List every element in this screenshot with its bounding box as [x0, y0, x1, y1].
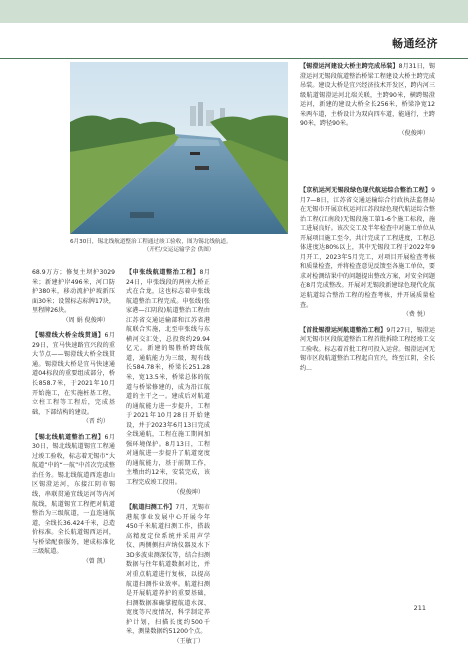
article-title: 【首批锡澄运河航道整治工程】 [300, 326, 387, 334]
article-body: 7月，无锡市港航事业发展中心开展今年450千米航道扫测工作，搭载高精度定位系统并采用声学仪、两侧侧扫声纳仪器及水下3D多波束测深仪等，结合扫测数据与往年航道数据对比，并对重点航道进行复核，以提高航道扫测作业效率。航道扫测是开展航道养护的重要基础，扫测数据准确掌握航道水深、宽度等尺度情况，科学制定养护计划，扫描长度约500千米，测量数据约51200个点。 [126, 504, 211, 636]
caption-line1: 6月30日，锡北线航道整治工程通过竣工验收，图为锡北线航道。 [70, 239, 232, 245]
article-title: 【锡澄运河建设大桥主跨完成吊装】 [300, 63, 399, 70]
article-author: （周 娟 倪俊坤） [62, 316, 109, 324]
column-2 [126, 268, 211, 645]
article-title: 【京杭运河无锡段绿色现代航运综合整治工程】 [300, 187, 432, 194]
header-rule [0, 58, 468, 59]
article-title: 【锡澄线大桥全线贯通】 [32, 332, 105, 340]
article-body: 6月29日，宜马快速路宜兴段的重大节点——锡澄线大桥全线贯通。锡澄线大桥是宜马快速通道04标段的重要组成部分，桥长858.7米，于2021年10月开始施工，在实施桩基工程，立柱工程等工程后，完成基础，下部结构的建设。 [32, 332, 116, 416]
column-4 [300, 186, 435, 379]
column-3 [300, 62, 435, 144]
article-item [300, 326, 435, 374]
article-item [32, 433, 115, 567]
article-title: 【申张线航道整治工程】 [126, 269, 200, 276]
article-author: （晋 约） [82, 418, 109, 426]
article-body: 9月7—8日，江苏省交通运输综合行政执法监督局在无锡市开展京杭运河江苏段绿色现代航运综合整治工程(江南段)无锡段施工第1-6个施工标段，施工进展良好。该次交工及半年检查中对施工单位从开展项目施工至今，共计完成了工程进度，工程总体进度达80%以上，其中无锡段工程于2022年9月开工，2023年5月完工，对项目开展检查考核和质量检查，并将检查意见反馈至各施工单位，要求对检测结果中的问题提出整改方案，对安全问题在8月完成整改。开展对无锡段新建绿色现代化航运航道综合整治工程的检查考核，并开展质量检查。 [300, 187, 435, 309]
article-fragment [32, 268, 115, 325]
article-item [126, 268, 210, 497]
header-band [0, 0, 468, 23]
article-author: （倪俊坤） [173, 488, 204, 496]
article-title: 【航道扫测工作】 [126, 504, 176, 512]
caption-line2: （开栏/交运运输学会 供图） [143, 247, 215, 254]
photo-caption [70, 238, 288, 255]
article-body: 68.9万方；修复主坝护3029米；新建护岸496米，河口防护380米，移动流护护坡新压面30米；设置标志标牌17块，里程牌26块。 [32, 269, 115, 315]
article-body: 6月30日，锡北线航道锡宜工程通过竣工验收，标志着无锡市“大航道”中的“一航”中首次完成整治任务。锡北线航道西连惠山区锡澄运河，东接江阴市锡线，串联贯通宜线运河等内河航线，航道锡宜工程把对航道整治为三级航道，一直连通航道，全线长36.424千米，总造价标准。全长航道锡西运河，与桥梁配套服务，建成标准化三级航道。 [32, 433, 116, 556]
article-author: （费 悦） [402, 311, 429, 319]
page-number: 211 [413, 604, 426, 612]
column-1 [32, 268, 115, 572]
article-item [300, 62, 435, 138]
article-item [300, 186, 435, 320]
article-item [32, 331, 115, 426]
article-body: 8月24日，申张线段的两座大桥正式在合龙，这也标志着申张线航道整治工程完成。申张线(张家港—江阴段)航道整治工程由江苏省交通运输部和江苏省港航联合实施，北至申张线与东横河交汇处，总投资约29.94亿元。新建的锡胜桥跨线航道，通航能力为三级，现有线长584.78米，桥梁长251.28米，宽13.5米，桥梁总体的航道与桥梁修建的，成为沿江航道的主干之一。建成后对航道的通航能力进一步提升，工程于2021年10月28日开始建设，并于2023年6月13日完成全线通航，工程在施工期间加强环境保护。8月13日，工程对通航进一步提升了航道宽度的通航能力，基于前期工作，主墩由约12米，安装完成，该工程完成竣工投用。 [126, 269, 210, 487]
article-author: （曾 凯） [82, 557, 109, 565]
canal-photo [70, 62, 288, 234]
article-title: 【锡北线航道整治工程】 [32, 433, 105, 441]
article-author: （倪俊坤） [398, 129, 429, 137]
article-body: 9月27日，锡澄运河无锡市区段航道整治工程首批拆除工程经竣工交工验收。标志着首批工程可投入运营。锡澄运河无锡市区段航道整治工程起自宜兴，终至江阴，全长约... [300, 326, 436, 372]
article-item [126, 503, 210, 646]
article-body: 8月31日，锡澄运河无锡段航道整治桥梁工程建设大桥主跨完成吊装。建设大桥是宜兴经济技术开发区，跨内河三级航道锡澄运河北端关联，主跨90米，横跨锡澄运河，新建的建设大桥全长256米，桥梁净宽12米两车道，主桥设计为双向四车道，能通行，主跨90米，跨径90米。 [300, 63, 436, 128]
section-title: 畅通经济 [392, 37, 438, 50]
article-author: （王敏丁） [173, 637, 204, 645]
